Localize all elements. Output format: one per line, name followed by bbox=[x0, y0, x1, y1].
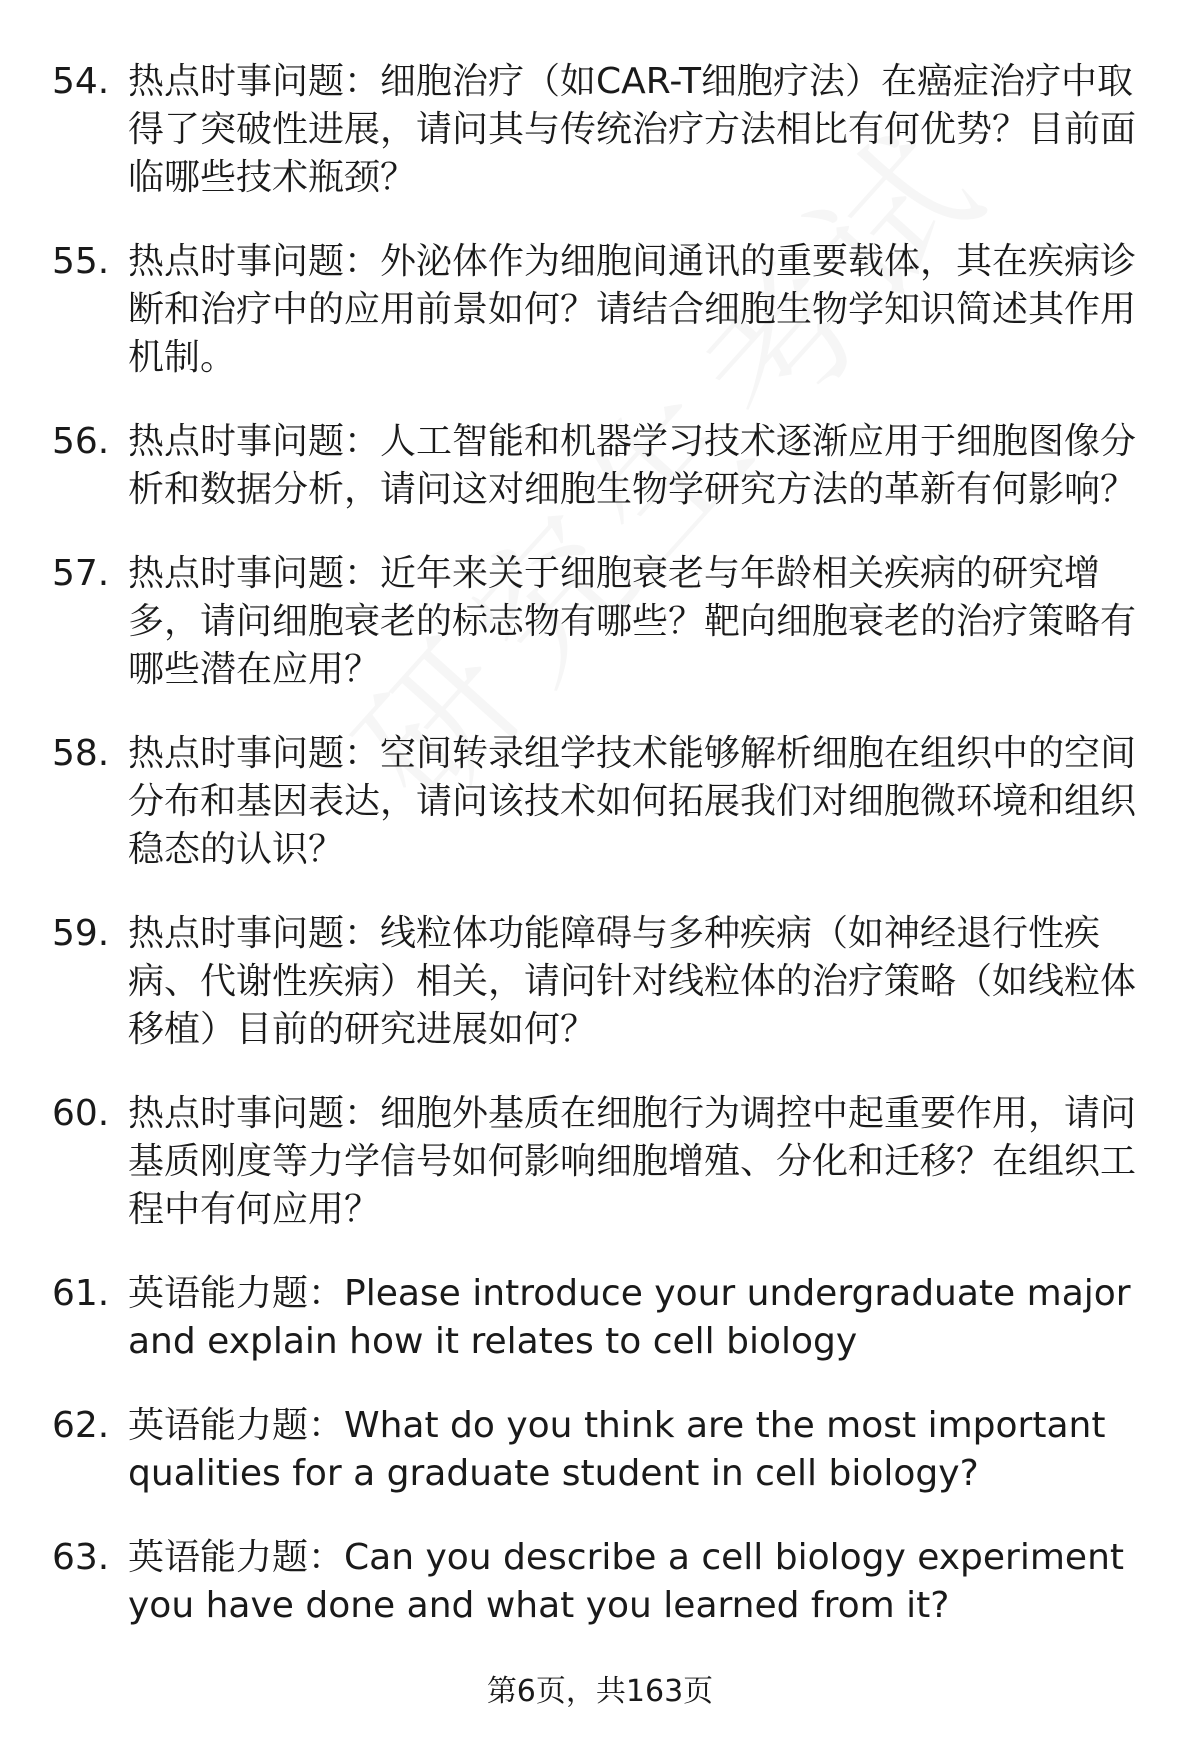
question-number: 57. bbox=[52, 553, 110, 594]
question-number: 61. bbox=[52, 1273, 110, 1314]
question-text: 热点时事问题：外泌体作为细胞间通讯的重要载体，其在疾病诊断和治疗中的应用前景如何？请结合细胞生物学知识简述其作用机制。 bbox=[128, 241, 1137, 378]
question-item bbox=[52, 1534, 1142, 1630]
question-text: 热点时事问题：人工智能和机器学习技术逐渐应用于细胞图像分析和数据分析，请问这对细胞生物学研究方法的革新有何影响？ bbox=[128, 421, 1137, 510]
question-number: 62. bbox=[52, 1405, 110, 1446]
question-text: 热点时事问题：近年来关于细胞衰老与年龄相关疾病的研究增多，请问细胞衰老的标志物有哪些？靶向细胞衰老的治疗策略有哪些潜在应用？ bbox=[128, 553, 1137, 690]
question-item bbox=[52, 1270, 1142, 1366]
question-item bbox=[52, 730, 1142, 874]
question-text: 英语能力题：What do you think are the most important qualities for a graduate student in cell biology? bbox=[128, 1405, 1106, 1494]
question-item bbox=[52, 418, 1142, 514]
question-text: 热点时事问题：空间转录组学技术能够解析细胞在组织中的空间分布和基因表达，请问该技术如何拓展我们对细胞微环境和组织稳态的认识？ bbox=[128, 733, 1137, 870]
question-text: 英语能力题：Can you describe a cell biology experiment you have done and what you learned from it? bbox=[128, 1537, 1125, 1626]
question-text: 热点时事问题：线粒体功能障碍与多种疾病（如神经退行性疾病、代谢性疾病）相关，请问针对线粒体的治疗策略（如线粒体移植）目前的研究进展如何？ bbox=[128, 913, 1137, 1050]
question-number: 54. bbox=[52, 61, 110, 102]
question-item bbox=[52, 238, 1142, 382]
question-number: 58. bbox=[52, 733, 110, 774]
question-number: 56. bbox=[52, 421, 110, 462]
question-text: 热点时事问题：细胞治疗（如CAR-T细胞疗法）在癌症治疗中取得了突破性进展，请问其与传统治疗方法相比有何优势？目前面临哪些技术瓶颈？ bbox=[128, 61, 1137, 198]
question-number: 60. bbox=[52, 1093, 110, 1134]
page-footer bbox=[0, 1672, 1200, 1712]
question-text: 英语能力题：Please introduce your undergraduate major and explain how it relates to cell biology bbox=[128, 1273, 1131, 1362]
question-number: 59. bbox=[52, 913, 110, 954]
question-item bbox=[52, 550, 1142, 694]
question-item bbox=[52, 910, 1142, 1054]
question-number: 55. bbox=[52, 241, 110, 282]
question-text: 热点时事问题：细胞外基质在细胞行为调控中起重要作用，请问基质刚度等力学信号如何影响细胞增殖、分化和迁移？在组织工程中有何应用？ bbox=[128, 1093, 1137, 1230]
question-item bbox=[52, 1090, 1142, 1234]
question-item bbox=[52, 58, 1142, 202]
question-item bbox=[52, 1402, 1142, 1498]
question-list bbox=[52, 58, 1142, 1630]
page-number: 第6页，共163页 bbox=[486, 1674, 714, 1709]
question-number: 63. bbox=[52, 1537, 110, 1578]
